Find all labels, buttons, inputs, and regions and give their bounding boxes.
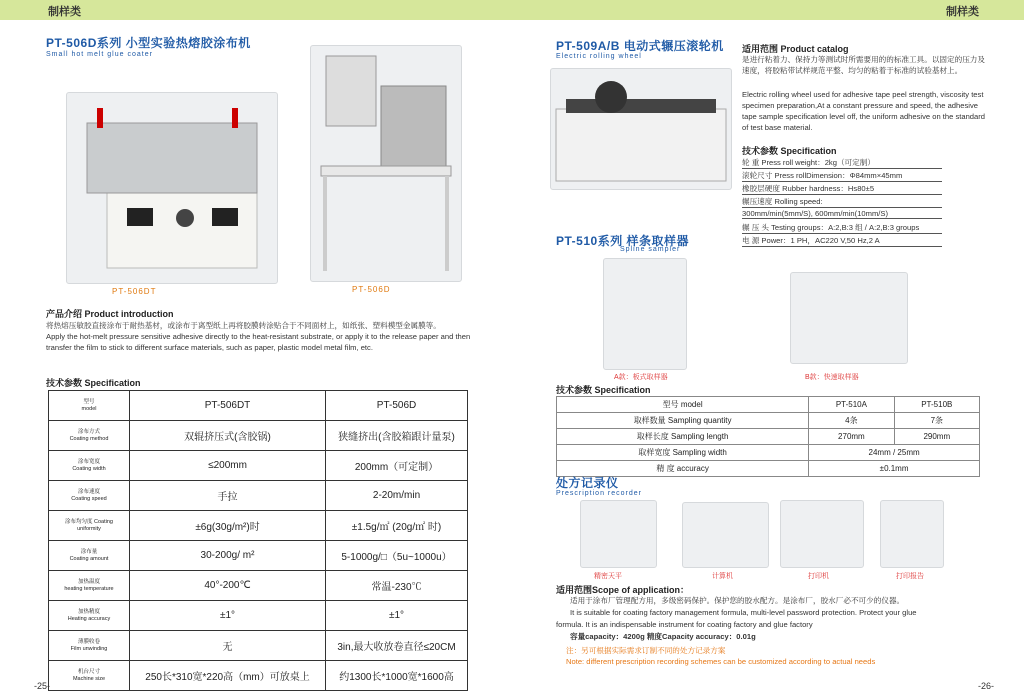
spec-value: 250长*310宽*220高（mm）可放桌上 xyxy=(130,661,326,691)
table-row xyxy=(557,461,980,477)
spec-label: 机台尺寸 Machine size xyxy=(49,661,130,691)
spec-value: 双辊挤压式(含胶锅) xyxy=(130,421,326,451)
spec-line: 辗压速度 Rolling speed: xyxy=(742,196,942,208)
table-row xyxy=(557,429,980,445)
spec-value: 约1300长*1000宽*1600高 xyxy=(326,661,468,691)
spec-value: 常温-230℃ xyxy=(326,571,468,601)
note-cn: 注：另可根据实际需求订制不同的处方记录方案 xyxy=(566,646,726,655)
spec-label: 涂布宽度 Coating width xyxy=(49,451,130,481)
recorder-caption-2: 计算机 xyxy=(712,573,733,580)
recorder-caption-4: 打印报告 xyxy=(896,573,924,580)
header-left: 制样类 xyxy=(48,6,81,18)
spec-label: 涂布方式 Coating method xyxy=(49,421,130,451)
pt510b-caption: B款：快速取样器 xyxy=(805,374,859,381)
spec-value: ±1° xyxy=(326,601,468,631)
spec-value: 手拉 xyxy=(130,481,326,511)
spec-label: 涂布速度 Coating speed xyxy=(49,481,130,511)
scope-text-en: Electric rolling wheel used for adhesive tape peel strength, viscosity test specimen preparation,At a constant pressure and speed, the adhesive tape sample specification level off, the uniform adhesive on the standard of test base material. xyxy=(742,90,986,132)
roller-illustration xyxy=(551,69,731,189)
spec-row xyxy=(49,421,468,451)
spec-label: 涂布量 Coating amount xyxy=(49,541,130,571)
page-number-left: -25- xyxy=(34,681,51,691)
coater-illustration xyxy=(67,93,277,283)
pt506-subtitle: Small hot melt glue coater xyxy=(46,51,153,58)
spec-line: 辗 压 头 Testing groups：A:2,B:3 组 / A:2,B:3 groups xyxy=(742,222,942,234)
table-value-cell: 290mm xyxy=(894,429,979,445)
pt506d-caption: PT-506D xyxy=(352,285,391,294)
page-number-right: -26- xyxy=(978,681,995,691)
spec-table-pt506 xyxy=(48,390,468,691)
spec-value: ≤200mm xyxy=(130,451,326,481)
spec-value: 200mm（可定制） xyxy=(326,451,468,481)
spec-label: 薄膜收卷 Film unwinding xyxy=(49,631,130,661)
spec-row xyxy=(49,481,468,511)
spec-value: ±6g(30g/m²)时 xyxy=(130,511,326,541)
table-row xyxy=(557,445,980,461)
recorder-subtitle: Prescription recorder xyxy=(556,490,642,497)
capacity-line: 容量capacity：4200g 精度Capacity accuracy：0.01g xyxy=(570,632,756,641)
spec-value: 无 xyxy=(130,631,326,661)
intro-text-cn: 将热熔压敏胶直接涂布于耐热基材，或涂布于离型纸上再将胶膜转涂贴合于不同面材上，如纸张、塑料模型金属膜等。 xyxy=(46,321,441,330)
spec-heading-509: 技术参数 Specification xyxy=(742,146,837,156)
spec-row xyxy=(49,631,468,661)
computer-image xyxy=(682,502,769,568)
balance-image xyxy=(580,500,657,568)
pt510a-image xyxy=(603,258,687,370)
pt510-title: PT-510系列 样条取样器 xyxy=(556,234,690,248)
pt510-subtitle: Spline sampler xyxy=(620,246,681,253)
table-value-cell: ±0.1mm xyxy=(809,461,980,477)
table-row xyxy=(557,413,980,429)
machine-illustration xyxy=(311,46,461,281)
spec-value: 5-1000g/□（5u~1000u） xyxy=(326,541,468,571)
spec-value: 30-200g/ m² xyxy=(130,541,326,571)
spec-heading-510: 技术参数 Specification xyxy=(556,385,651,395)
recorder-title: 处方记录仪 xyxy=(556,476,619,490)
pt506-title: PT-506D系列 小型实验热熔胶涂布机 xyxy=(46,36,251,50)
spec-value: 40°-200℃ xyxy=(130,571,326,601)
application-en-1: It is suitable for coating factory management formula, multi-level password protection. Protect your glue xyxy=(570,608,917,617)
header-bar xyxy=(0,0,1024,20)
spec-row xyxy=(49,661,468,691)
spec-line: 滚轮尺寸 Press rollDimension：Φ84mm×45mm xyxy=(742,170,942,182)
spec-label: 涂布均匀度 Coating uniformity xyxy=(49,511,130,541)
spec-line: 橡胶层硬度 Rubber hardness：Hs80±5 xyxy=(742,183,942,195)
spec-value: ±1° xyxy=(130,601,326,631)
table-value-cell: 7条 xyxy=(894,413,979,429)
application-heading: 适用范围Scope of application： xyxy=(556,585,690,595)
spec-row xyxy=(49,601,468,631)
spec-value: 2-20m/min xyxy=(326,481,468,511)
table-label-cell: 取样宽度 Sampling width xyxy=(557,445,809,461)
spec-line: 轮 重 Press roll weight：2kg（可定制） xyxy=(742,157,942,169)
spec-value: 狭缝挤出(含胶箱跟计量泵) xyxy=(326,421,468,451)
spec-label: 加热精度 Heating accuracy xyxy=(49,601,130,631)
spec-value: PT-506D xyxy=(326,391,468,421)
spec-line: 电 源 Power：1 PH，AC220 V,50 Hz,2 A xyxy=(742,235,942,247)
spec-label: 加热温度 heating temperature xyxy=(49,571,130,601)
spec-line: 300mm/min(5mm/S), 600mm/min(10mm/S) xyxy=(742,209,942,219)
header-right: 制样类 xyxy=(946,6,979,18)
application-cn: 适用于涂布厂管理配方用，多级密码保护。保护您的胶水配方。是涂布厂，胶水厂必不可少的仪器。 xyxy=(570,596,905,605)
spec-row xyxy=(49,541,468,571)
printer-image xyxy=(780,500,864,568)
intro-heading: 产品介绍 Product introduction xyxy=(46,309,174,319)
intro-text-en: Apply the hot-melt pressure sensitive adhesive directly to the heat-resistant substrate, or apply it to the release paper and then transfer the film to stick to different surface materials, such as paper, plastic model metal film, etc. xyxy=(46,332,471,352)
table-label-cell: 取样数量 Sampling quantity xyxy=(557,413,809,429)
spec-heading-left: 技术参数 Specification xyxy=(46,378,141,388)
pt506d-image xyxy=(310,45,462,282)
note-en: Note: different prescription recording schemes can be customized according to actual needs xyxy=(566,657,876,666)
spec-row xyxy=(49,391,468,421)
table-value-cell: 4条 xyxy=(809,413,894,429)
scope-text-cn: 是进行粘着力、保持力等测试时所需要用的的标准工具。以固定的压力及速度，将胶粘带试样规范平整、均匀的粘着于标准的试验基材上。 xyxy=(742,55,985,75)
pt509-title: PT-509A/B 电动式辗压滚轮机 xyxy=(556,39,724,53)
table-label-cell: 精 度 accuracy xyxy=(557,461,809,477)
spec-row xyxy=(49,571,468,601)
table-header-cell: PT-510B xyxy=(894,397,979,413)
report-image xyxy=(880,500,944,568)
table-value-cell: 24mm / 25mm xyxy=(809,445,980,461)
table-header-cell: PT-510A xyxy=(809,397,894,413)
pt509-subtitle: Electric rolling wheel xyxy=(556,53,642,60)
scope-heading: 适用范围 Product catalog xyxy=(742,44,849,54)
spec-row xyxy=(49,511,468,541)
pt509-image xyxy=(550,68,732,190)
recorder-caption-1: 精密天平 xyxy=(594,573,622,580)
spec-table-pt510 xyxy=(556,396,980,477)
pt506dt-image xyxy=(66,92,278,284)
recorder-caption-3: 打印机 xyxy=(808,573,829,580)
spec-value: ±1.5g/㎡ (20g/㎡ 时) xyxy=(326,511,468,541)
pt510a-caption: A款：板式取样器 xyxy=(614,374,668,381)
spec-label: 型号 model xyxy=(49,391,130,421)
pt506dt-caption: PT-506DT xyxy=(112,287,157,296)
table-header-cell: 型号 model xyxy=(557,397,809,413)
pt510b-image xyxy=(790,272,908,364)
spec-value: PT-506DT xyxy=(130,391,326,421)
table-label-cell: 取样长度 Sampling length xyxy=(557,429,809,445)
table-header-row xyxy=(557,397,980,413)
spec-row xyxy=(49,451,468,481)
application-en-2: formula. It is an indispensable instrument for coating factory and glue factory xyxy=(556,620,813,629)
table-value-cell: 270mm xyxy=(809,429,894,445)
spec-value: 3in,最大收放卷直径≤20CM xyxy=(326,631,468,661)
